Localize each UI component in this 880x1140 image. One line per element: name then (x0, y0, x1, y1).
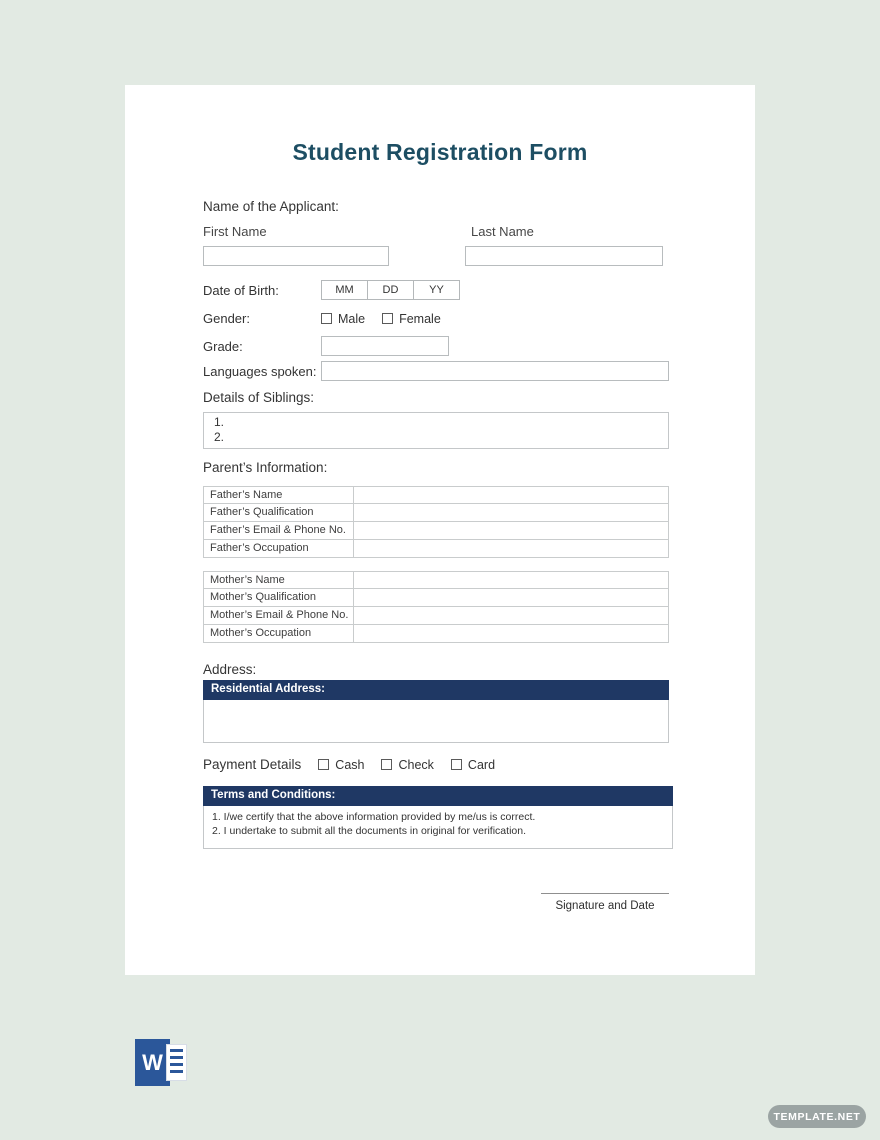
table-row (203, 522, 669, 540)
female-label: Female (399, 311, 441, 326)
cash-checkbox[interactable] (318, 759, 329, 770)
terms-block (203, 786, 673, 849)
cash-label: Cash (335, 757, 365, 772)
male-label: Male (338, 311, 366, 326)
grade-row (203, 336, 669, 356)
siblings-section-label: Details of Siblings: (203, 390, 315, 405)
father-name-label: Father’s Name (204, 487, 354, 503)
payment-option-cash[interactable] (318, 758, 364, 772)
grade-label: Grade: (203, 338, 243, 354)
card-checkbox[interactable] (451, 759, 462, 770)
mother-occupation-input[interactable] (354, 625, 668, 642)
address-section-label: Address: (203, 662, 257, 677)
father-occupation-label: Father’s Occupation (204, 540, 354, 557)
dob-year-input[interactable]: YY (413, 280, 460, 300)
signature-area (541, 893, 669, 912)
word-doc-page-icon (166, 1044, 187, 1081)
payment-option-check[interactable] (381, 758, 433, 772)
terms-header: Terms and Conditions: (203, 786, 673, 806)
first-name-input[interactable] (203, 246, 389, 266)
male-checkbox[interactable] (321, 313, 332, 324)
siblings-line-2: 2. (214, 430, 225, 444)
parents-section-label: Parent’s Information: (203, 460, 328, 475)
gender-row (203, 310, 669, 327)
card-label: Card (467, 757, 496, 772)
first-name-label: First Name (203, 224, 267, 239)
female-checkbox[interactable] (382, 313, 393, 324)
languages-label: Languages spoken: (203, 363, 317, 379)
dob-cells (321, 280, 460, 300)
languages-input[interactable] (321, 361, 669, 381)
siblings-line-1: 1. (214, 415, 225, 429)
grade-input[interactable] (321, 336, 449, 356)
residential-address-input[interactable] (203, 700, 669, 743)
word-logo-letter: W (135, 1039, 170, 1086)
father-email-phone-input[interactable] (354, 522, 668, 539)
gender-label: Gender: (203, 311, 250, 326)
check-label: Check (398, 757, 434, 772)
father-email-phone-label: Father’s Email & Phone No. (204, 522, 354, 539)
mother-email-phone-label: Mother’s Email & Phone No. (204, 607, 354, 624)
father-qualification-label: Father’s Qualification (204, 504, 354, 521)
gender-option-male[interactable] (321, 312, 365, 326)
terms-item-2: 2. I undertake to submit all the documents in original for verification. (212, 824, 526, 837)
dob-label: Date of Birth: (203, 282, 279, 298)
residential-address-header: Residential Address: (203, 680, 669, 700)
applicant-section-label: Name of the Applicant: (203, 199, 339, 214)
mother-qualification-label: Mother’s Qualification (204, 589, 354, 606)
page-title: Student Registration Form (292, 139, 588, 165)
dob-day-input[interactable]: DD (367, 280, 414, 300)
document-page (125, 85, 755, 975)
payment-row (203, 756, 669, 773)
dob-month-input[interactable]: MM (321, 280, 368, 300)
mother-name-input[interactable] (354, 572, 668, 588)
table-row (203, 504, 669, 522)
table-row (203, 571, 669, 589)
mother-occupation-label: Mother’s Occupation (204, 625, 354, 642)
check-checkbox[interactable] (381, 759, 392, 770)
dob-row (203, 280, 669, 300)
mother-email-phone-input[interactable] (354, 607, 668, 624)
residential-address-block (203, 680, 669, 743)
mother-name-label: Mother’s Name (204, 572, 354, 588)
table-row (203, 540, 669, 558)
table-row (203, 589, 669, 607)
siblings-input-box[interactable] (203, 412, 669, 449)
signature-label: Signature and Date (555, 900, 655, 912)
table-row (203, 486, 669, 504)
father-qualification-input[interactable] (354, 504, 668, 521)
languages-row (203, 361, 669, 381)
gender-option-female[interactable] (382, 312, 441, 326)
payment-option-card[interactable] (451, 758, 495, 772)
terms-content (203, 806, 673, 849)
payment-details-label: Payment Details (203, 757, 302, 772)
table-row (203, 625, 669, 643)
last-name-label: Last Name (471, 224, 534, 239)
name-labels-row (203, 224, 669, 239)
father-info-table (203, 486, 669, 558)
template-net-badge: TEMPLATE.NET (768, 1105, 866, 1128)
mother-info-table (203, 571, 669, 643)
mother-qualification-input[interactable] (354, 589, 668, 606)
father-occupation-input[interactable] (354, 540, 668, 557)
father-name-input[interactable] (354, 487, 668, 503)
table-row (203, 607, 669, 625)
last-name-input[interactable] (465, 246, 663, 266)
terms-item-1: 1. I/we certify that the above information provided by me/us is correct. (212, 811, 536, 823)
word-app-icon (135, 1037, 187, 1088)
name-inputs-row (203, 246, 669, 266)
